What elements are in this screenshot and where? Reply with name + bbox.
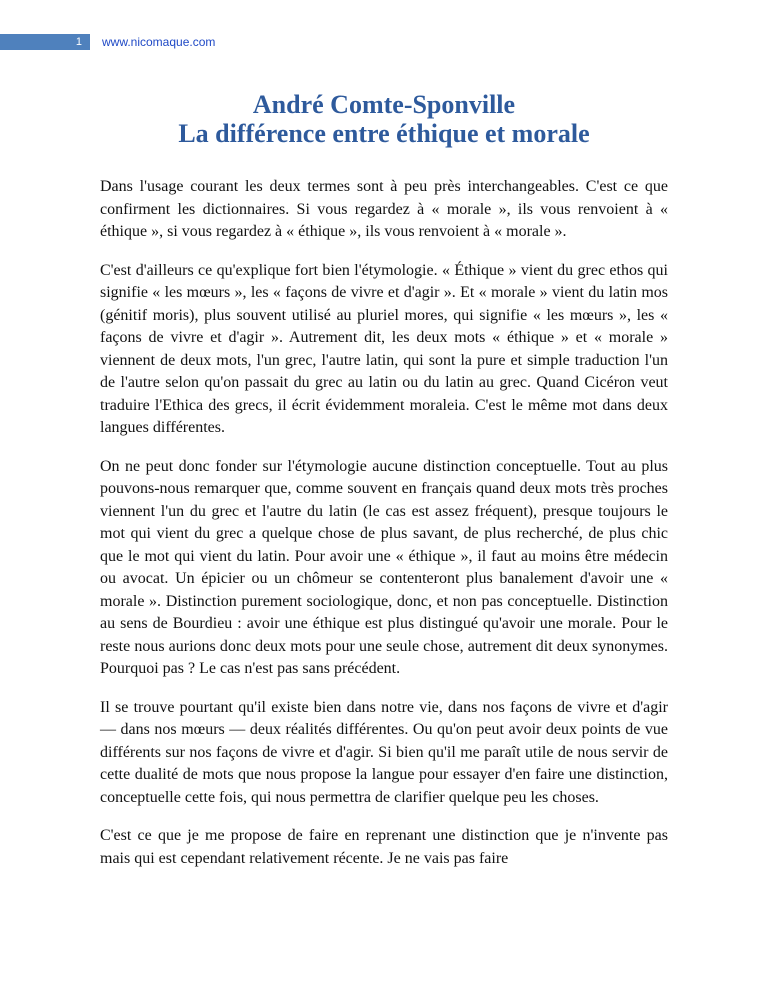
paragraph-4: Il se trouve pourtant qu'il existe bien dans notre vie, dans nos façons de vivre et d'agir — dans nos mœurs — deux réalités différentes. Ou qu'on peut avoir deux points de vue différents sur nos façons de vivre et d'agir. Si bien qu'il me paraît utile de nous servir de cette dualité de mots que nous propose la langue pour essayer d'en faire une distinction, conceptuelle cette fois, qui nous permettra de clarifier quelque peu les choses. (100, 698, 668, 806)
title-subtitle: La différence entre éthique et morale (178, 119, 590, 148)
site-link[interactable]: www.nicomaque.com (102, 35, 216, 49)
paragraph-3: On ne peut donc fonder sur l'étymologie aucune distinction conceptuelle. Tout au plus pouvons-nous remarquer que, comme souvent en français quand deux mots très proches viennent l'un du grec et l'autre du latin (le cas est assez fréquent), presque toujours le mot qui vient du grec a quelque chose de plus savant, de plus recherché, de plus chic que le mot qui vient du latin. Pour avoir une « éthique », il faut au moins être médecin ou avocat. Un épicier ou un chômeur se contenteront plus banalement d'avoir une « morale ». Distinction purement sociologique, donc, et non pas conceptuelle. Distinction au sens de Bourdieu : avoir une éthique est plus distingué qu'avoir une morale. Pour le reste nous aurions donc deux mots pour une seule chose, autrement dit deux synonymes. Pourquoi pas ? Le cas n'est pas sans précédent. (100, 457, 668, 677)
body-text (100, 176, 668, 886)
document-title (100, 90, 668, 148)
page-number-tab (0, 34, 90, 50)
paragraph-1: Dans l'usage courant les deux termes sont à peu près interchangeables. C'est ce que confirment les dictionnaires. Si vous regardez à « morale », ils vous renvoient à « éthique », si vous regardez à « éthique », ils vous renvoient à « morale ». (100, 178, 668, 240)
paragraph-5: C'est ce que je me propose de faire en reprenant une distinction que je n'invente pas mais qui est cependant relativement récente. Je ne vais pas faire (100, 827, 668, 867)
paragraph-2: C'est d'ailleurs ce qu'explique fort bien l'étymologie. « Éthique » vient du grec ethos qui signifie « les mœurs », les « façons de vivre et d'agir ». Et « morale » vient du latin mos (génitif moris), plus souvent utilisé au pluriel mores, qui signifie « les mœurs », les « façons de vivre et d'agir ». Autrement dit, les deux mots « éthique » et « morale » viennent de deux mots, l'un grec, l'autre latin, qui sont la pure et simple traduction l'un de l'autre selon qu'on passait du grec au latin ou du latin au grec. Quand Cicéron veut traduire l'Ethica des grecs, il écrit évidemment moraleia. C'est le même mot dans deux langues différentes. (100, 261, 668, 436)
title-author: André Comte-Sponville (252, 90, 516, 119)
page-number: 1 (75, 36, 82, 48)
